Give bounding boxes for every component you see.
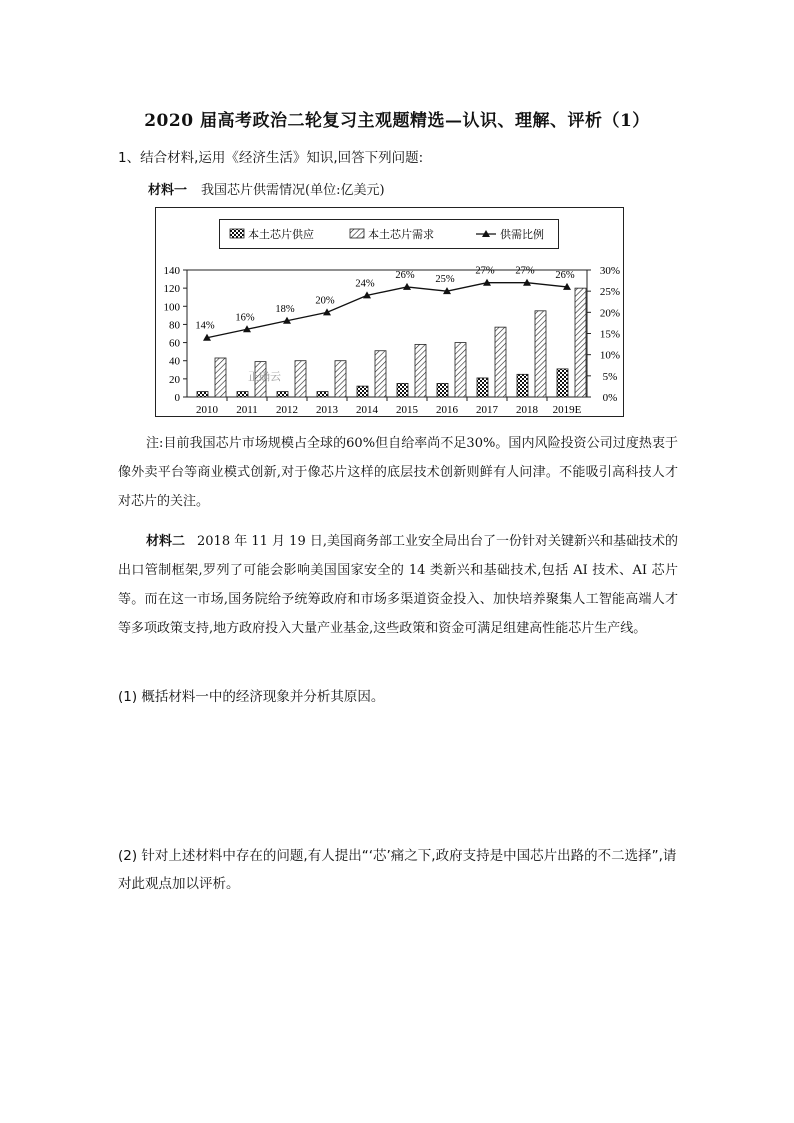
- y-right-tick-label: 5%: [602, 370, 618, 383]
- ratio-data-label: 27%: [475, 265, 495, 277]
- y-right-tick-label: 20%: [599, 307, 621, 320]
- demand-bar: [535, 311, 546, 397]
- y-left-tick-label: 120: [163, 283, 180, 296]
- supply-bar: [477, 378, 488, 397]
- ratio-data-label: 18%: [275, 303, 295, 315]
- page-title: 2020 届高考政治二轮复习主观题精选—认识、理解、评析（1）: [144, 111, 650, 131]
- ratio-data-label: 26%: [555, 269, 575, 281]
- demand-bar: [335, 361, 346, 397]
- supply-bar: [277, 392, 288, 397]
- ratio-data-label: 27%: [515, 265, 535, 277]
- chart-caption: 我国芯片供需情况(单位:亿美元): [201, 183, 385, 198]
- y-right-tick-label: 0%: [602, 392, 618, 404]
- sub-question-1: (1) 概括材料一中的经济现象并分析其原因。: [118, 689, 385, 705]
- sub-question-2: (2) 针对上述材料中存在的问题,有人提出“‘芯’痛之下,政府支持是中国芯片出路的不二选择”,请对此观点加以评析。: [118, 848, 677, 892]
- legend-label: 本土芯片需求: [368, 229, 434, 241]
- y-right-tick-label: 15%: [599, 328, 621, 341]
- y-left-tick-label: 60: [169, 337, 180, 350]
- x-tick-label: 2014: [356, 404, 378, 416]
- supply-bar: [517, 374, 528, 397]
- x-tick-label: 2013: [316, 404, 338, 416]
- demand-bar: [455, 343, 466, 397]
- y-left-tick-label: 40: [169, 355, 180, 368]
- legend-swatch: [350, 229, 364, 238]
- material-2: [118, 527, 678, 643]
- ratio-data-label: 24%: [355, 278, 375, 290]
- x-tick-label: 2018: [516, 404, 538, 416]
- ratio-data-label: 14%: [195, 320, 215, 332]
- ratio-data-label: 26%: [395, 269, 415, 281]
- watermark-text: 正确云: [248, 370, 281, 383]
- x-tick-label: 2011: [236, 404, 258, 416]
- x-tick-label: 2015: [396, 404, 418, 416]
- y-left-tick-label: 140: [163, 265, 180, 277]
- demand-bar: [575, 288, 586, 397]
- supply-bar: [237, 392, 248, 397]
- x-tick-label: 2010: [196, 404, 218, 416]
- material-2-text: 2018 年 11 月 19 日,美国商务部工业安全局出台了一份针对关键新兴和基础技术的出口管制框架,罗列了可能会影响美国国家安全的 14 类新兴和基础技术,包括 AI 技术、AI 芯片等。而在这一市场,国务院给予统筹政府和市场多渠道资金投入、加快培养聚集人工智能高端人才等多项政策支持,地方政府投入大量产业基金,这些政策和资金可满足组建高性能芯片生产线。: [118, 534, 678, 636]
- y-left-tick-label: 80: [169, 319, 180, 332]
- supply-bar: [397, 383, 408, 397]
- y-left-tick-label: 20: [169, 373, 180, 386]
- ratio-data-label: 25%: [435, 274, 455, 286]
- supply-bar: [557, 369, 568, 397]
- demand-bar: [495, 327, 506, 397]
- ratio-line: [207, 283, 567, 338]
- material-2-label: 材料二: [146, 534, 186, 549]
- material-1-note: 注:目前我国芯片市场规模占全球的60%但自给率尚不足30%。国内风险投资公司过度热衷于像外卖平台等商业模式创新,对于像芯片这样的底层技术创新则鲜有人问津。不能吸引高科技人才对芯片的关注。: [118, 436, 678, 509]
- ratio-point: [403, 283, 411, 290]
- demand-bar: [295, 361, 306, 397]
- x-tick-label: 2019E: [552, 404, 582, 416]
- y-right-tick-label: 25%: [599, 286, 621, 299]
- legend-swatch: [230, 229, 244, 238]
- demand-bar: [415, 344, 426, 397]
- y-right-tick-label: 10%: [599, 349, 621, 362]
- ratio-data-label: 16%: [235, 312, 255, 324]
- y-left-tick-label: 0: [174, 392, 180, 404]
- ratio-data-label: 20%: [315, 295, 335, 307]
- x-tick-label: 2017: [476, 404, 498, 416]
- supply-bar: [437, 383, 448, 397]
- supply-bar: [197, 392, 208, 397]
- demand-bar: [215, 358, 226, 397]
- y-left-tick-label: 100: [163, 301, 180, 314]
- legend-label: 本土芯片供应: [248, 229, 314, 241]
- y-right-tick-label: 30%: [599, 265, 621, 277]
- material-1-label: 材料一: [148, 183, 188, 198]
- demand-bar: [375, 351, 386, 397]
- legend-label: 供需比例: [500, 229, 544, 241]
- supply-bar: [317, 392, 328, 397]
- question-1: 1、结合材料,运用《经济生活》知识,回答下列问题:: [118, 150, 424, 166]
- x-tick-label: 2012: [276, 404, 298, 416]
- x-tick-label: 2016: [436, 404, 458, 416]
- supply-bar: [357, 386, 368, 397]
